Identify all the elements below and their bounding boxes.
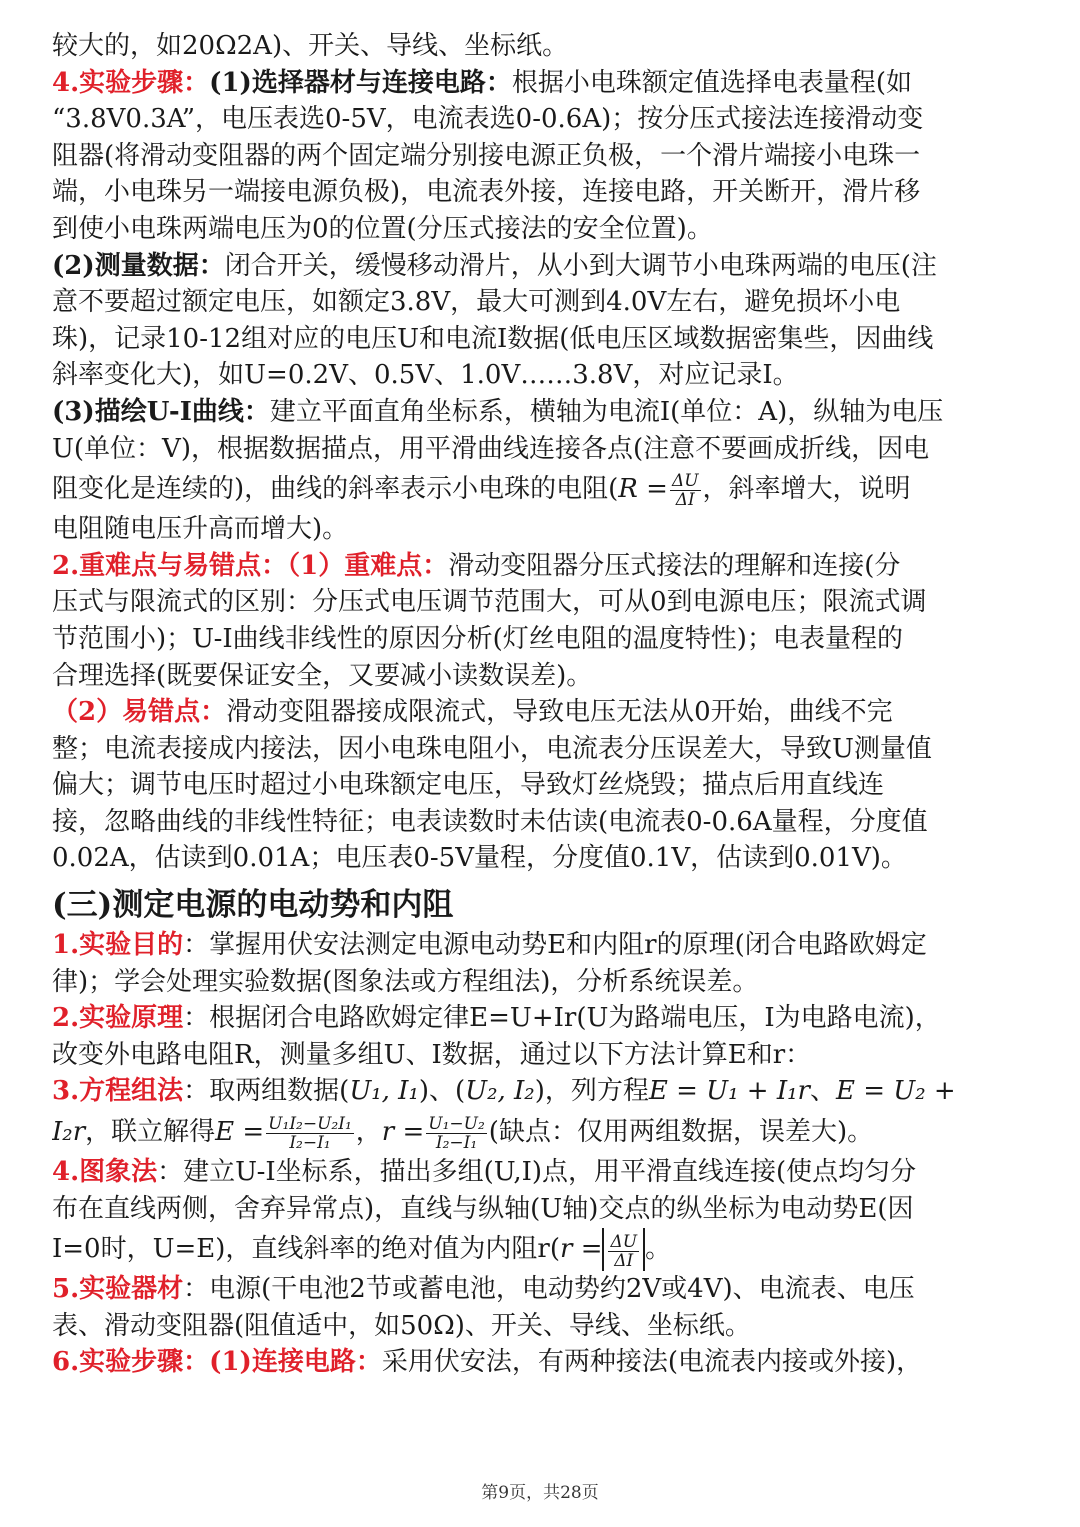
numerator: U₁I₂−U₂I₁ <box>268 1113 352 1134</box>
text: ，斜率增大，说明 <box>702 474 911 505</box>
text-line <box>52 1037 1028 1074</box>
text-line <box>52 964 1028 1001</box>
text-line <box>52 174 1028 211</box>
step-heading: 3.方程组法 <box>52 1076 184 1107</box>
text-line <box>52 467 1028 511</box>
text-line <box>52 431 1028 468</box>
text: 斜率变化大)，如U=0.2V、0.5V、1.0V……3.8V，对应记录I。 <box>52 360 799 391</box>
text: 阻器(将滑动变阻器的两个固定端分别接电源正负极，一个滑片端接小电珠一 <box>52 140 921 171</box>
text: 阻变化是连续的)，曲线的斜率表示小电珠的电阻( <box>52 474 619 505</box>
text: 到使小电珠两端电压为0的位置(分压式接法的安全位置)。 <box>52 213 713 244</box>
math: E = U₁ + I₁r <box>648 1076 810 1107</box>
text: 闭合开关，缓慢移动滑片，从小到大调节小电珠两端的电压(注 <box>224 250 937 281</box>
numerator: U₁−U₂ <box>428 1113 485 1134</box>
text: 合理选择(既要保证安全，又要减小读数误差)。 <box>52 660 593 691</box>
text-line <box>52 101 1028 138</box>
formula-lhs: r = <box>381 1117 425 1148</box>
text-line <box>52 138 1028 175</box>
text: 偏大；调节电压时超过小电珠额定电压，导致灯丝烧毁；描点后用直线连 <box>52 770 885 801</box>
fraction <box>266 1115 354 1152</box>
text-line <box>52 211 1028 248</box>
text: 律)；学会处理实验数据(图象法或方程组法)，分析系统误差。 <box>52 966 759 997</box>
text: 较大的，如20Ω2A)、开关、导线、坐标纸。 <box>52 31 569 61</box>
text: ：取两组数据( <box>183 1076 350 1107</box>
text-line <box>52 248 1028 285</box>
absolute-value <box>602 1228 645 1271</box>
text: 整；电流表接成内接法，因小电珠电阻小，电流表分压误差大，导致U测量值 <box>52 733 932 764</box>
text-line <box>52 1308 1028 1345</box>
math: I₂r <box>52 1117 86 1148</box>
text: ：电源(干电池2节或蓄电池，电动势约2V或4V)、电流表、电压 <box>183 1274 915 1305</box>
text: 根据小电珠额定值选择电表量程(如 <box>511 67 913 98</box>
text-line <box>52 511 1028 548</box>
section-heading: （2）易错点： <box>52 697 227 728</box>
text: 滑动变阻器接成限流式，导致电压无法从0开始，曲线不完 <box>226 697 893 728</box>
text-line <box>52 28 1028 65</box>
formula-lhs: E = <box>215 1117 265 1148</box>
text: )、( <box>418 1076 466 1107</box>
text: ，联立解得 <box>85 1117 216 1148</box>
denominator: I₂−I₁ <box>435 1132 478 1153</box>
text: 表、滑动变阻器(阻值适中，如50Ω)、开关、导线、坐标纸。 <box>52 1310 751 1341</box>
text-line <box>52 767 1028 804</box>
text: 0.02A，估读到0.01A；电压表0-5V量程，分度值0.1V，估读到0.01V)。 <box>52 843 907 874</box>
fraction <box>608 1233 639 1270</box>
text-line <box>52 658 1028 695</box>
text: I=0时，U=E)，直线斜率的绝对值为内阻r( <box>52 1234 560 1265</box>
sub-heading: (1)选择器材与连接电路： <box>209 67 512 98</box>
text: 、 <box>809 1076 836 1107</box>
numerator: ΔU <box>671 470 699 491</box>
text-line <box>52 1154 1028 1191</box>
text-line <box>52 548 1028 585</box>
step-heading: 2.实验原理 <box>52 1003 184 1034</box>
page-number: 第9页，共28页 <box>481 1483 599 1503</box>
step-heading: 4.图象法 <box>52 1157 158 1188</box>
text: U(单位：V)，根据数据描点，用平滑曲线连接各点(注意不要画成折线，因电 <box>52 433 930 464</box>
step-heading: 5.实验器材 <box>52 1274 184 1305</box>
text: 采用伏安法，有两种接法(电流表内接或外接)， <box>381 1347 923 1378</box>
text-line <box>52 1000 1028 1037</box>
text: 。 <box>645 1234 672 1265</box>
denominator: ΔI <box>614 1250 634 1271</box>
fraction <box>670 472 701 509</box>
text-line <box>52 65 1028 102</box>
text: (缺点：仅用两组数据，误差大)。 <box>488 1117 874 1148</box>
text: ：建立U-I坐标系，描出多组(U,I)点，用平滑直线连接(使点均匀分 <box>157 1157 917 1188</box>
text: 滑动变阻器分压式接法的理解和连接(分 <box>448 550 901 581</box>
text-line <box>52 927 1028 964</box>
text: 接，忽略曲线的非线性特征；电表读数时未估读(电流表0-0.6A量程，分度值 <box>52 806 928 837</box>
sub-heading: (3)描绘U-I曲线： <box>52 396 270 427</box>
math: U₁, I₁ <box>349 1076 419 1107</box>
text-line <box>52 621 1028 658</box>
text: 珠)，记录10-12组对应的电压U和电流I数据(低电压区域数据密集些，因曲线 <box>52 323 934 354</box>
text: “3.8V0.3A”，电压表选0-5V，电流表选0-0.6A)；按分压式接法连接滑动变 <box>52 104 924 135</box>
text-line <box>52 284 1028 321</box>
text-line <box>52 840 1028 877</box>
text-line <box>52 1073 1028 1110</box>
text-line <box>52 321 1028 358</box>
text: 节范围小)；U-I曲线非线性的原因分析(灯丝电阻的温度特性)；电表量程的 <box>52 623 903 654</box>
sub-heading: (2)测量数据： <box>52 250 225 281</box>
text: )，列方程 <box>534 1076 649 1107</box>
text: ：根据闭合电路欧姆定律E=U+Ir(U为路端电压，I为电路电流)， <box>183 1003 941 1034</box>
formula-lhs: R = <box>618 474 668 505</box>
step-heading: 4.实验步骤： <box>52 67 210 98</box>
text: 意不要超过额定电压，如额定3.8V，最大可测到4.0V左右，避免损坏小电 <box>52 287 901 318</box>
text: 布在直线两侧，舍弃异常点)，直线与纵轴(U轴)交点的纵坐标为电动势E(因 <box>52 1193 914 1224</box>
section-heading: 2.重难点与易错点：（1）重难点： <box>52 550 449 581</box>
step-heading: 1.实验目的 <box>52 930 184 961</box>
text-line <box>52 357 1028 394</box>
text: 端，小电珠另一端接电源负极)，电流表外接，连接电路，开关断开，滑片移 <box>52 177 921 208</box>
text: 电阻随电压升高而增大)。 <box>52 514 349 545</box>
math: U₂, I₂ <box>465 1076 535 1107</box>
text-line <box>52 1227 1028 1271</box>
text-line <box>52 394 1028 431</box>
text: ， <box>355 1117 382 1148</box>
text-line <box>52 804 1028 841</box>
text: 改变外电路电阻R，测量多组U、I数据，通过以下方法计算E和r： <box>52 1039 812 1070</box>
denominator: I₂−I₁ <box>289 1132 331 1153</box>
numerator: ΔU <box>610 1231 638 1252</box>
text-line <box>52 1191 1028 1228</box>
text-line <box>52 1344 1028 1381</box>
text-line <box>52 694 1028 731</box>
text: 压式与限流式的区别：分压式电压调节范围大，可从0到电源电压；限流式调 <box>52 587 927 618</box>
text-line <box>52 731 1028 768</box>
text-line <box>52 1110 1028 1154</box>
formula-lhs: r = <box>560 1234 603 1265</box>
step-heading: 6.实验步骤：(1)连接电路： <box>52 1347 382 1378</box>
math: E = U₂ + <box>835 1076 956 1107</box>
denominator: ΔI <box>675 489 695 510</box>
text-line <box>52 584 1028 621</box>
text: ：掌握用伏安法测定电源电动势E和内阻r的原理(闭合电路欧姆定 <box>183 930 927 961</box>
text: 建立平面直角坐标系，横轴为电流I(单位：A)，纵轴为电压 <box>269 396 944 427</box>
section-title: (三)测定电源的电动势和内阻 <box>52 887 454 924</box>
text-line <box>52 1271 1028 1308</box>
fraction <box>426 1115 487 1152</box>
